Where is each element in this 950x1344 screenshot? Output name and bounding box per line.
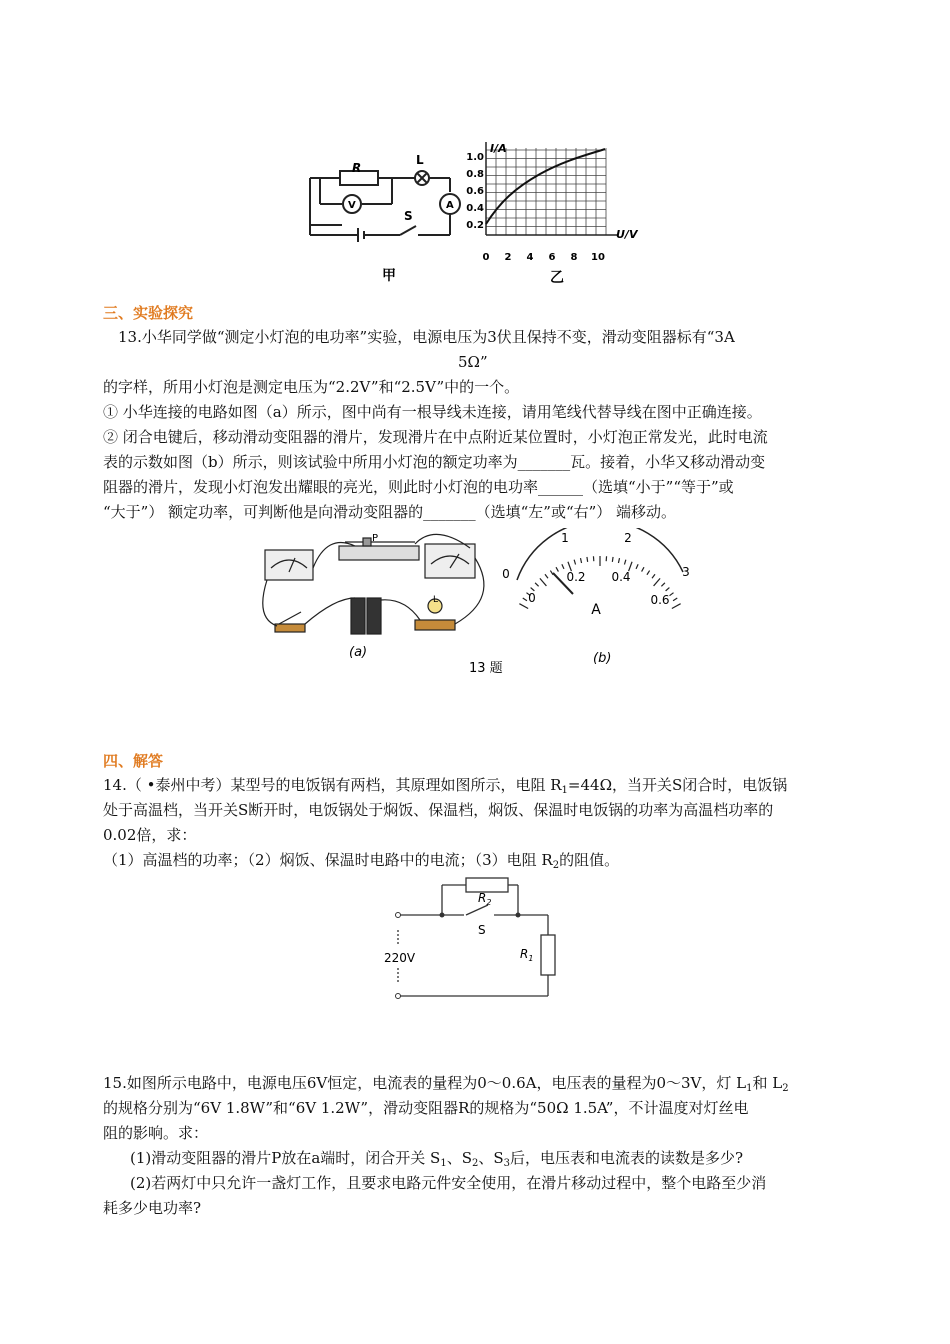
dial-tick <box>618 558 619 563</box>
dial-tick <box>587 557 588 562</box>
y-axis-label: I/A <box>490 142 507 155</box>
q14-text-line2: 处于高温档，当开关S断开时，电饭锅处于焖饭、保温档，焖饭、保温时电饭锅的功率为高温档功率的 <box>103 801 774 819</box>
figure-label-b: (b) <box>593 651 612 666</box>
dial-tick <box>612 557 613 562</box>
dial-top-label: 3 <box>682 565 690 579</box>
y-tick: 0.2 <box>466 220 484 231</box>
x-tick: 0 <box>482 252 490 263</box>
dial-tick <box>654 578 661 586</box>
dial-tick <box>545 574 548 578</box>
q13-text-line4: ② 闭合电键后，移动滑动变阻器的滑片，发现滑片在中点附近某位置时，小灯泡正常发光，此时电流 <box>103 428 768 446</box>
lamp-label: L <box>433 595 439 605</box>
x-tick: 4 <box>526 252 534 263</box>
dial-tick <box>670 593 674 596</box>
dial-tick <box>672 604 681 609</box>
section-title-answer: 四、解答 <box>103 752 164 770</box>
dial-tick <box>636 564 638 569</box>
dial-tick <box>647 571 650 575</box>
ammeter-symbol: A <box>446 200 454 211</box>
label-R: R <box>352 161 362 175</box>
q15-text-line3: 阻的影响。求： <box>103 1124 209 1142</box>
dial-tick <box>642 567 644 571</box>
y-tick: 0.6 <box>466 186 484 197</box>
dial-tick <box>540 578 547 586</box>
x-axis-label: U/V <box>616 228 638 241</box>
dial-tick <box>666 588 670 591</box>
q15-text-line6: 耗多少电功率? <box>103 1199 202 1217</box>
q14-text-line4: （1）高温档的功率；（2）焖饭、保温时电路中的电流；（3）电阻 $R_2$的阻值。 <box>103 851 620 871</box>
dial-tick <box>523 598 527 601</box>
figure-13 <box>255 528 715 678</box>
q13-text-line2: 的字样，所用小灯泡是测定电压为“2.2V”和“2.5V”中的一个。 <box>103 378 520 396</box>
figure-13-caption: 13 题 <box>469 661 503 676</box>
q13-text-line1: 13.小华同学做“测定小灯泡的电功率”实验，电源电压为3伏且保持不变，滑动变阻器标有“3A <box>118 328 735 346</box>
iv-curve <box>486 149 605 224</box>
q15-text-line2: 的规格分别为“6V 1.8W”和“6V 1.2W”，滑动变阻器R的规格为“50Ω 1.5A”，不计温度对灯丝电 <box>103 1099 749 1117</box>
q14-text-line3: 0.02倍，求： <box>103 826 197 844</box>
dial-bottom-label: 0.4 <box>611 570 631 584</box>
label-S: S <box>404 209 413 223</box>
dial-bottom-label: 0.2 <box>566 570 586 584</box>
dial-tick <box>519 604 528 609</box>
dial-tick <box>673 598 677 601</box>
dial-unit-label: A <box>591 602 601 618</box>
dial-top-label: 2 <box>624 531 632 545</box>
dial-tick <box>661 583 665 587</box>
label-R2: $R_2$ <box>478 891 492 907</box>
figure-14-circuit <box>380 872 570 1002</box>
x-tick: 2 <box>504 252 512 263</box>
q13-text-line5: 表的示数如图（b）所示，则该试验中所用小灯泡的额定功率为_______瓦。接着，小华又移动滑动变 <box>103 453 766 471</box>
dial-tick <box>580 558 581 563</box>
dial-tick <box>624 560 625 565</box>
figure-label-a: (a) <box>349 645 368 660</box>
x-tick: 10 <box>591 252 605 263</box>
x-tick: 6 <box>548 252 556 263</box>
apparatus-a <box>263 534 484 634</box>
x-tick: 8 <box>570 252 578 263</box>
label-voltage: 220V <box>384 951 416 965</box>
dial-tick <box>550 571 553 575</box>
figure-label-jia: 甲 <box>382 268 396 284</box>
label-R1: $R_1$ <box>520 947 534 963</box>
q15-text-line1: 15.如图所示电路中，电源电压6V恒定，电流表的量程为0～0.6A，电压表的量程为0～3V，灯 $L_1$和 $L_2$ <box>103 1074 789 1094</box>
dial-top-label: 1 <box>561 531 569 545</box>
dial-bottom-label: 0 <box>528 591 536 605</box>
circuit-jia <box>310 171 460 242</box>
dial-tick <box>652 574 655 578</box>
q13-text-line1b: 5Ω” <box>458 353 488 371</box>
q15-text-line5: (2)若两灯中只允许一盏灯工作，且要求电路元件安全使用，在滑片移动过程中，整个电路至少消 <box>130 1174 767 1192</box>
section-title-experiment: 三、实验探究 <box>103 304 194 322</box>
q14-text-line1: 14.（ •泰州中考）某型号的电饭锅有两档，其原理如图所示，电阻 $R_1=44\Omega$，当开关S闭合时，电饭锅 <box>103 776 788 796</box>
q13-text-line6: 阻器的滑片，发现小灯泡发出耀眼的亮光，则此时小灯泡的电功率______（选填“小于”“等于”或 <box>103 478 734 496</box>
graph-yi <box>486 142 618 235</box>
dial-bottom-label: 0.6 <box>650 593 670 607</box>
label-L: L <box>416 153 424 167</box>
dial-tick <box>535 583 539 587</box>
q13-text-line3: ① 小华连接的电路如图（a）所示，图中尚有一根导线未连接，请用笔线代替导线在图中正确连接。 <box>103 403 762 421</box>
dial-tick <box>574 560 575 565</box>
figure-jia-yi <box>300 140 660 292</box>
dial-top-label: 0 <box>502 567 510 581</box>
dial-tick <box>562 564 564 569</box>
label-S: S <box>478 923 486 937</box>
y-tick: 0.4 <box>466 203 484 214</box>
dial-tick <box>556 567 558 571</box>
voltmeter-symbol: V <box>348 200 356 211</box>
y-tick: 0.8 <box>466 169 484 180</box>
y-tick: 1.0 <box>466 152 484 163</box>
q15-text-line4: (1)滑动变阻器的滑片P放在a端时，闭合开关 $S_1$、$S_2$、$S_3$后，电压表和电流表的读数是多少? <box>130 1149 744 1169</box>
figure-label-yi: 乙 <box>550 270 564 286</box>
rheostat-slider-label: P <box>372 533 379 544</box>
q13-text-line7: “大于”） 额定功率，可判断他是向滑动变阻器的_______（选填“左”或“右”） 端移动。 <box>103 503 677 521</box>
